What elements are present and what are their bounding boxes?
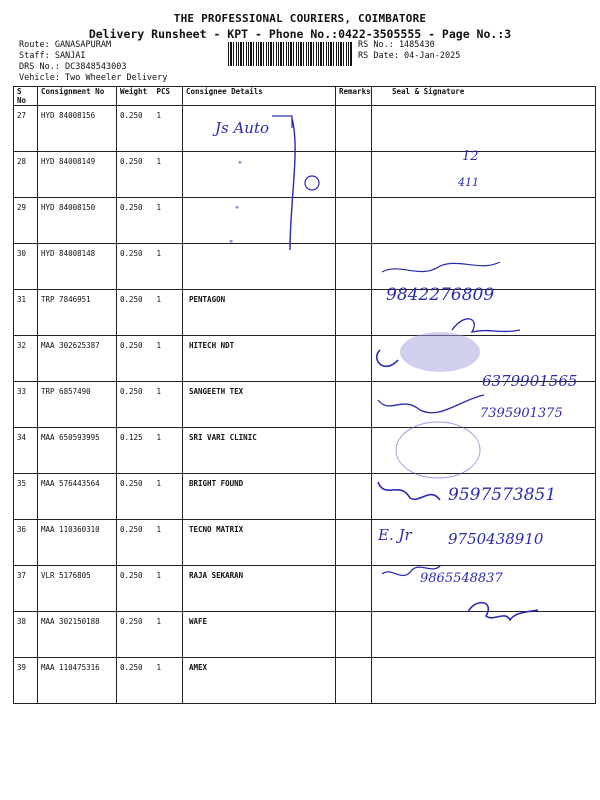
cell-consignment: MAA 302150188 bbox=[38, 612, 117, 658]
rs-number: RS No.: 1485430 bbox=[358, 40, 435, 50]
cell-seal-signature bbox=[372, 658, 596, 704]
table-row bbox=[14, 612, 596, 658]
cell-consignee: PENTAGON bbox=[183, 290, 336, 336]
cell-seal-signature bbox=[372, 474, 596, 520]
cell-pcs: 1 bbox=[154, 290, 183, 336]
cell-seal-signature bbox=[372, 152, 596, 198]
cell-remarks bbox=[336, 106, 372, 152]
runsheet-subtitle: Delivery Runsheet - KPT - Phone No.:0422-3505555 - Page No.:3 bbox=[88, 27, 512, 41]
ditto-mark-3: " bbox=[229, 240, 234, 250]
table-row bbox=[14, 336, 596, 382]
cell-consignment: MAA 650593995 bbox=[38, 428, 117, 474]
table-row bbox=[14, 290, 596, 336]
cell-consignment: MAA 576443564 bbox=[38, 474, 117, 520]
cell-consignment: HYD 84008156 bbox=[38, 106, 117, 152]
cell-sno: 31 bbox=[14, 290, 38, 336]
cell-weight: 0.250 bbox=[117, 106, 154, 152]
cell-seal-signature bbox=[372, 566, 596, 612]
cell-weight: 0.250 bbox=[117, 658, 154, 704]
cell-seal-signature bbox=[372, 428, 596, 474]
cell-pcs: 1 bbox=[154, 244, 183, 290]
cell-sno: 39 bbox=[14, 658, 38, 704]
header-consignment: Consignment No bbox=[38, 87, 117, 106]
cell-weight: 0.250 bbox=[117, 612, 154, 658]
header-consignee: Consignee Details bbox=[183, 87, 336, 106]
cell-weight: 0.125 bbox=[117, 428, 154, 474]
handwritten-12: 12 bbox=[462, 149, 479, 164]
cell-pcs: 1 bbox=[154, 106, 183, 152]
ditto-mark-1: " bbox=[238, 161, 243, 171]
cell-pcs: 1 bbox=[154, 198, 183, 244]
cell-pcs: 1 bbox=[154, 474, 183, 520]
cell-consignee: RAJA SEKARAN bbox=[183, 566, 336, 612]
handwritten-phone-38: 9865548837 bbox=[420, 571, 503, 586]
cell-sno: 36 bbox=[14, 520, 38, 566]
cell-sno: 34 bbox=[14, 428, 38, 474]
cell-weight: 0.250 bbox=[117, 336, 154, 382]
cell-sno: 28 bbox=[14, 152, 38, 198]
table-row bbox=[14, 152, 596, 198]
handwritten-phone-37: 9750438910 bbox=[448, 530, 544, 548]
cell-pcs: 1 bbox=[154, 612, 183, 658]
cell-seal-signature bbox=[372, 382, 596, 428]
cell-weight: 0.250 bbox=[117, 152, 154, 198]
cell-seal-signature bbox=[372, 244, 596, 290]
cell-consignment: HYD 84008148 bbox=[38, 244, 117, 290]
cell-sno: 35 bbox=[14, 474, 38, 520]
handwritten-js-auto: Js Auto bbox=[215, 119, 270, 137]
cell-consignment: VLR 5176805 bbox=[38, 566, 117, 612]
cell-consignee: WAFE bbox=[183, 612, 336, 658]
cell-remarks bbox=[336, 336, 372, 382]
cell-remarks bbox=[336, 658, 372, 704]
header-seal: Seal & Signature bbox=[372, 87, 596, 106]
cell-consignment: HYD 84008150 bbox=[38, 198, 117, 244]
cell-seal-signature bbox=[372, 106, 596, 152]
cell-consignee bbox=[183, 244, 336, 290]
cell-sno: 37 bbox=[14, 566, 38, 612]
barcode-image bbox=[228, 42, 352, 66]
cell-consignee: SRI VARI CLINIC bbox=[183, 428, 336, 474]
cell-seal-signature bbox=[372, 290, 596, 336]
table-row bbox=[14, 244, 596, 290]
cell-sno: 27 bbox=[14, 106, 38, 152]
cell-consignee: TECNO MATRIX bbox=[183, 520, 336, 566]
company-title: THE PROFESSIONAL COURIERS, COIMBATORE bbox=[173, 12, 427, 25]
table-header-row bbox=[14, 87, 596, 106]
handwritten-phone-31: 9842276809 bbox=[386, 285, 495, 305]
cell-consignee: BRIGHT FOUND bbox=[183, 474, 336, 520]
cell-pcs: 1 bbox=[154, 152, 183, 198]
handwritten-sig-37: E. Jr bbox=[378, 526, 412, 544]
cell-consignment: HYD 84008149 bbox=[38, 152, 117, 198]
table-row bbox=[14, 566, 596, 612]
drs-info: DRS No.: DC3848543003 bbox=[19, 62, 127, 72]
cell-seal-signature bbox=[372, 520, 596, 566]
route-info: Route: GANASAPURAM bbox=[19, 40, 112, 50]
table-row bbox=[14, 658, 596, 704]
handwritten-phone-36: 9597573851 bbox=[448, 485, 557, 505]
cell-weight: 0.250 bbox=[117, 244, 154, 290]
header-remarks: Remarks bbox=[336, 87, 372, 106]
cell-pcs: 1 bbox=[154, 658, 183, 704]
cell-remarks bbox=[336, 244, 372, 290]
cell-weight: 0.250 bbox=[117, 382, 154, 428]
cell-consignee: HITECH NDT bbox=[183, 336, 336, 382]
cell-consignee bbox=[183, 152, 336, 198]
cell-remarks bbox=[336, 290, 372, 336]
cell-consignee bbox=[183, 106, 336, 152]
table-row bbox=[14, 474, 596, 520]
header-sno: S No bbox=[14, 87, 38, 106]
cell-consignment: MAA 302625387 bbox=[38, 336, 117, 382]
table-row bbox=[14, 198, 596, 244]
rs-date: RS Date: 04-Jan-2025 bbox=[358, 51, 461, 61]
cell-consignee: AMEX bbox=[183, 658, 336, 704]
cell-pcs: 1 bbox=[154, 336, 183, 382]
cell-weight: 0.250 bbox=[117, 566, 154, 612]
table-row bbox=[14, 106, 596, 152]
cell-consignment: MAA 110475316 bbox=[38, 658, 117, 704]
cell-seal-signature bbox=[372, 336, 596, 382]
table-row bbox=[14, 520, 596, 566]
cell-sno: 29 bbox=[14, 198, 38, 244]
header-weight: Weight bbox=[117, 87, 154, 106]
cell-remarks bbox=[336, 474, 372, 520]
cell-remarks bbox=[336, 520, 372, 566]
cell-remarks bbox=[336, 152, 372, 198]
cell-consignment: TRP 7846951 bbox=[38, 290, 117, 336]
handwritten-phone-33: 6379901565 bbox=[482, 372, 578, 390]
cell-remarks bbox=[336, 428, 372, 474]
cell-consignment: MAA 110360310 bbox=[38, 520, 117, 566]
ditto-mark-2: " bbox=[235, 206, 240, 216]
cell-pcs: 1 bbox=[154, 520, 183, 566]
runsheet-table bbox=[13, 86, 596, 704]
cell-sno: 32 bbox=[14, 336, 38, 382]
cell-weight: 0.250 bbox=[117, 198, 154, 244]
handwritten-411: 411 bbox=[458, 176, 479, 189]
cell-weight: 0.250 bbox=[117, 520, 154, 566]
cell-pcs: 1 bbox=[154, 566, 183, 612]
staff-info: Staff: SANJAI bbox=[19, 51, 86, 61]
cell-pcs: 1 bbox=[154, 428, 183, 474]
cell-consignee: SANGEETH TEX bbox=[183, 382, 336, 428]
vehicle-info: Vehicle: Two Wheeler Delivery bbox=[19, 73, 168, 83]
handwritten-phone-34: 7395901375 bbox=[480, 406, 563, 421]
cell-seal-signature bbox=[372, 612, 596, 658]
cell-sno: 33 bbox=[14, 382, 38, 428]
cell-weight: 0.250 bbox=[117, 290, 154, 336]
cell-consignee bbox=[183, 198, 336, 244]
cell-remarks bbox=[336, 382, 372, 428]
table-row bbox=[14, 382, 596, 428]
cell-remarks bbox=[336, 612, 372, 658]
header-pcs: PCS bbox=[154, 87, 183, 106]
cell-seal-signature bbox=[372, 198, 596, 244]
cell-consignment: TRP 6857490 bbox=[38, 382, 117, 428]
cell-sno: 38 bbox=[14, 612, 38, 658]
cell-pcs: 1 bbox=[154, 382, 183, 428]
cell-remarks bbox=[336, 198, 372, 244]
cell-remarks bbox=[336, 566, 372, 612]
cell-sno: 30 bbox=[14, 244, 38, 290]
cell-weight: 0.250 bbox=[117, 474, 154, 520]
table-row bbox=[14, 428, 596, 474]
